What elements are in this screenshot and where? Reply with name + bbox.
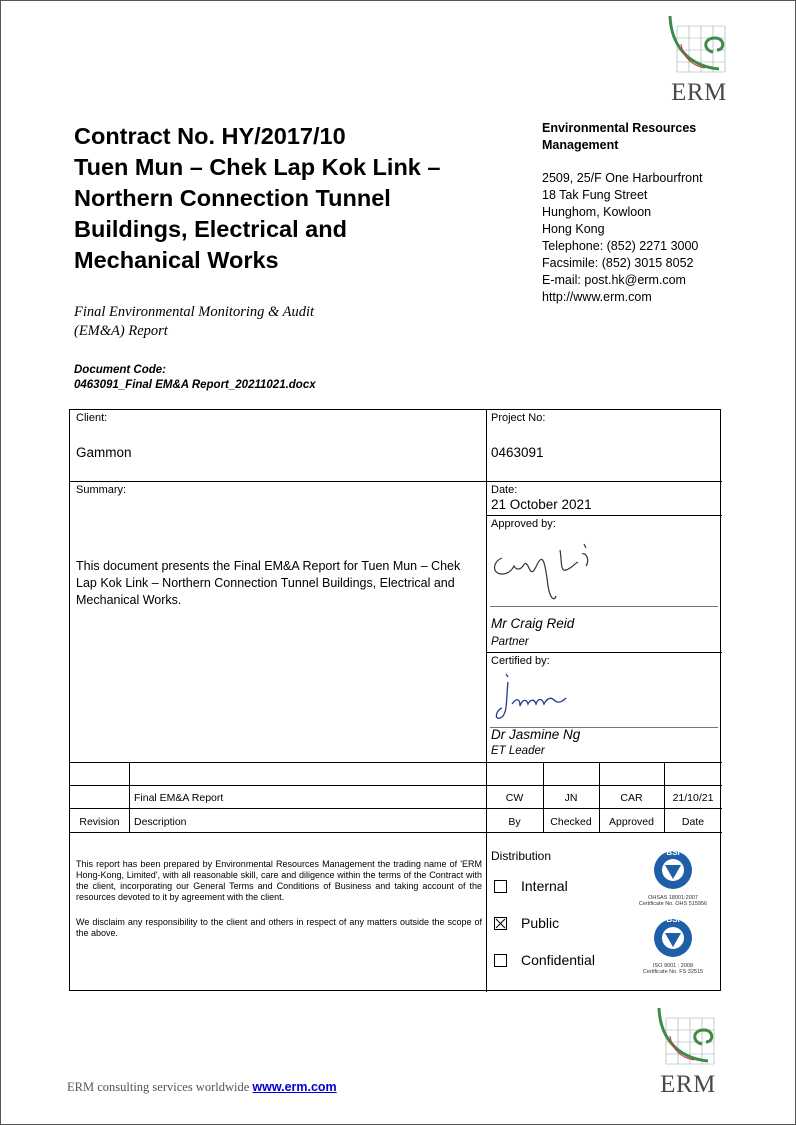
- company-name-line: Environmental Resources: [542, 121, 697, 135]
- project-value: 0463091: [491, 445, 544, 460]
- document-code-value: 0463091_Final EM&A Report_20211021.docx: [74, 379, 316, 391]
- cert-line: Certificate No. OHS 515956: [638, 901, 708, 907]
- iso9001-certification-badge: [630, 912, 716, 978]
- revision-row-checked: JN: [564, 792, 578, 804]
- certifier-signature: [490, 668, 600, 728]
- footer-text: ERM consulting services worldwide: [67, 1080, 250, 1094]
- ohsas-certification-badge: [630, 846, 716, 908]
- header-by: By: [508, 816, 521, 828]
- distribution-label: Distribution: [491, 849, 552, 863]
- disclaimer-paragraph: This report has been prepared by Environmental Resources Management the trading name of 'ERM Hong-Kong, Limited', with all reasonable skill, care and diligence within the terms of the Contract with the client, incorporating our General Terms and Conditions of Business and taking account of the resources devoted to it by agreement with the client.: [76, 859, 482, 902]
- header-checked: Checked: [550, 816, 592, 828]
- subtitle-line: Final Environmental Monitoring & Audit: [74, 304, 315, 320]
- erm-logo-bottom: [656, 1006, 720, 1097]
- address-line: 2509, 25/F One Harbourfront: [542, 171, 703, 185]
- internal-option-label: Internal: [521, 878, 568, 894]
- checkbox-cross-icon: [495, 918, 506, 929]
- approver-signature: [490, 536, 600, 604]
- bsi-kitemark-icon: [648, 846, 698, 890]
- cert-line: ISO 9001 : 2008: [652, 963, 694, 969]
- confidential-option-label: Confidential: [521, 952, 595, 968]
- client-value: Gammon: [76, 445, 132, 460]
- svg-text:BSI: BSI: [666, 848, 680, 857]
- revision-row-by: CW: [505, 792, 524, 804]
- summary-text: This document presents the Final EM&A Report for Tuen Mun – Chek Lap Kok Link – Northern Connection Tunnel Buildings, Electrical and Mechanical Works.: [76, 559, 461, 607]
- title-line: Buildings, Electrical and: [74, 216, 347, 242]
- revision-row-approved: CAR: [620, 792, 643, 804]
- address-line: Hong Kong: [542, 222, 605, 236]
- confidential-checkbox[interactable]: [494, 954, 507, 967]
- summary-label: Summary:: [76, 484, 127, 496]
- public-checkbox[interactable]: [494, 917, 507, 930]
- document-code-label: Document Code:: [74, 364, 166, 376]
- revision-row-date: 21/10/21: [672, 792, 714, 804]
- title-line: Contract No. HY/2017/10: [74, 123, 346, 149]
- erm-logo-mark-icon: [667, 14, 731, 76]
- logo-text: ERM: [660, 1071, 716, 1098]
- company-address-block: [542, 120, 742, 306]
- report-subtitle: [74, 303, 404, 341]
- document-control-table: [69, 409, 721, 991]
- revision-row-description: Final EM&A Report: [134, 792, 224, 804]
- subtitle-line: (EM&A) Report: [74, 323, 168, 339]
- website: http://www.erm.com: [542, 290, 652, 304]
- address-line: 18 Tak Fung Street: [542, 188, 648, 202]
- header-description: Description: [134, 816, 187, 828]
- cert-line: Certificate No. FS 32515: [642, 969, 704, 975]
- approved-by-label: Approved by:: [491, 518, 556, 530]
- erm-logo-mark-icon: [656, 1006, 720, 1068]
- facsimile: Facsimile: (852) 3015 8052: [542, 256, 694, 270]
- contract-title: [74, 121, 494, 276]
- telephone: Telephone: (852) 2271 3000: [542, 239, 699, 253]
- logo-text: ERM: [671, 79, 727, 106]
- project-label: Project No:: [491, 412, 546, 424]
- header-revision: Revision: [79, 816, 120, 828]
- certified-by-label: Certified by:: [491, 655, 550, 667]
- address-line: Hunghom, Kowloon: [542, 205, 652, 219]
- header-date: Date: [681, 816, 705, 828]
- bsi-kitemark-icon: [648, 912, 698, 958]
- title-line: Mechanical Works: [74, 247, 279, 273]
- cert-line: OHSAS 18001:2007: [648, 895, 698, 901]
- title-line: Northern Connection Tunnel: [74, 185, 391, 211]
- approver-name: Mr Craig Reid: [491, 616, 575, 631]
- certifier-role: ET Leader: [491, 745, 545, 757]
- date-label: Date:: [491, 484, 518, 496]
- header-approved: Approved: [609, 816, 654, 828]
- footer: [67, 1080, 337, 1095]
- document-code: [74, 363, 316, 393]
- erm-logo-top: [667, 14, 731, 105]
- date-value: 21 October 2021: [491, 497, 592, 512]
- footer-link[interactable]: www.erm.com: [252, 1080, 337, 1094]
- email: E-mail: post.hk@erm.com: [542, 273, 686, 287]
- client-label: Client:: [76, 412, 108, 424]
- title-line: Tuen Mun – Chek Lap Kok Link –: [74, 154, 441, 180]
- internal-checkbox[interactable]: [494, 880, 507, 893]
- svg-text:BSI: BSI: [666, 915, 680, 924]
- disclaimer-paragraph: We disclaim any responsibility to the client and others in respect of any matters outside the scope of the above.: [76, 917, 482, 938]
- certifier-name: Dr Jasmine Ng: [491, 727, 581, 742]
- company-name-line: Management: [542, 138, 619, 152]
- public-option-label: Public: [521, 915, 560, 931]
- approver-role: Partner: [491, 636, 529, 648]
